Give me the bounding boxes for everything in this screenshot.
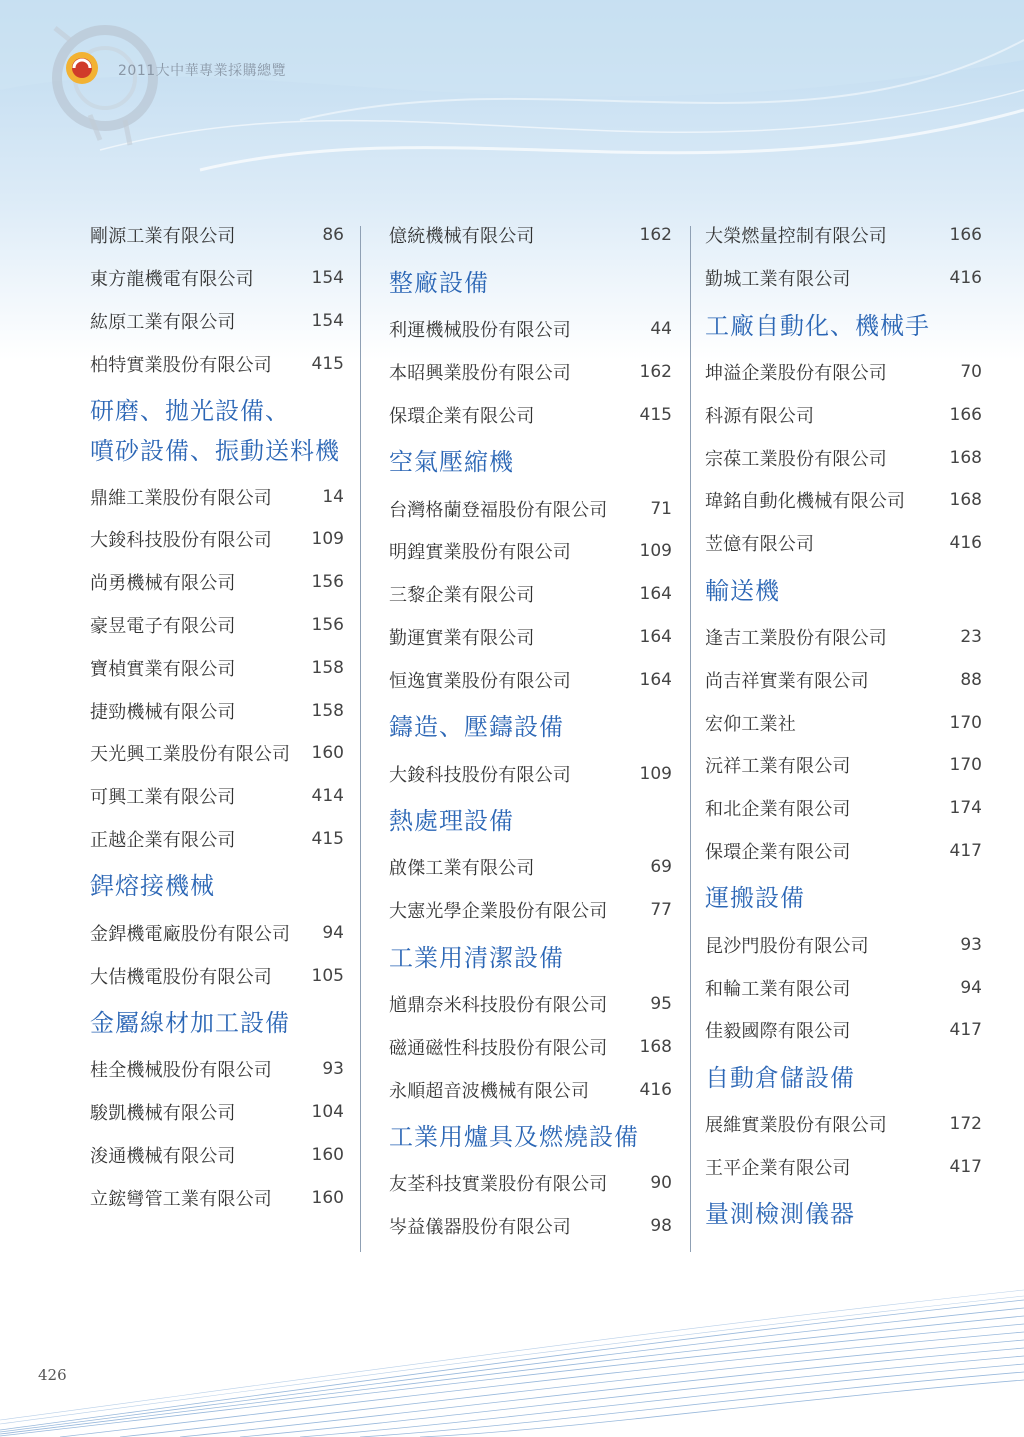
section-heading-line: 噴砂設備、振動送料機 (90, 437, 340, 466)
company-name: 大榮燃量控制有限公司 (705, 226, 887, 248)
page-reference: 417 (949, 1020, 982, 1041)
company-name: 大憲光學企業股份有限公司 (389, 901, 608, 923)
company-name: 逢吉工業股份有限公司 (705, 627, 887, 649)
page-reference: 164 (639, 626, 672, 647)
page-reference: 154 (311, 310, 344, 331)
index-entry (389, 846, 672, 889)
company-name: 岑益儀器股份有限公司 (389, 1217, 571, 1239)
index-entry (90, 911, 344, 954)
company-name: 駿凱機械有限公司 (90, 1103, 236, 1125)
page-reference: 168 (949, 490, 982, 511)
index-entry (90, 475, 344, 518)
page-reference: 168 (949, 447, 982, 468)
index-entry (389, 889, 672, 932)
company-name: 友荃科技實業股份有限公司 (389, 1174, 608, 1196)
page-reference: 14 (322, 486, 344, 507)
company-name: 本昭興業股份有限公司 (389, 362, 571, 384)
index-entry (705, 522, 982, 565)
page-reference: 109 (311, 529, 344, 550)
company-name: 勤運實業有限公司 (389, 627, 535, 649)
index-entry (90, 342, 344, 385)
column-divider (360, 226, 361, 1252)
index-entry (90, 775, 344, 818)
section-heading-line: 空氣壓縮機 (389, 448, 514, 477)
company-name: 立鋐彎管工業有限公司 (90, 1188, 272, 1210)
index-entry (90, 646, 344, 689)
index-entry (705, 616, 982, 659)
company-name: 保環企業有限公司 (705, 841, 851, 863)
publication-title: 2011大中華專業採購總覽 (118, 63, 287, 79)
section-heading-line: 工業用清潔設備 (389, 943, 564, 972)
section-heading (705, 1052, 982, 1103)
company-name: 可興工業有限公司 (90, 787, 236, 809)
index-entry (705, 351, 982, 394)
page-reference: 162 (639, 361, 672, 382)
page-reference: 160 (311, 1187, 344, 1208)
page-reference: 93 (322, 1059, 344, 1080)
company-name: 豪昱電子有限公司 (90, 615, 236, 637)
section-heading (389, 436, 672, 487)
section-heading (90, 385, 344, 475)
page-reference: 88 (960, 669, 982, 690)
page-reference: 162 (639, 225, 672, 246)
page-reference: 158 (311, 700, 344, 721)
page-reference: 160 (311, 743, 344, 764)
section-heading (705, 565, 982, 616)
section-heading (389, 932, 672, 983)
index-entry (705, 436, 982, 479)
section-heading-line: 輸送機 (705, 576, 780, 605)
company-name: 展維實業股份有限公司 (705, 1115, 887, 1137)
page-reference: 44 (650, 319, 672, 340)
company-name: 尚勇機械有限公司 (90, 573, 236, 595)
company-name: 勤城工業有限公司 (705, 269, 851, 291)
page-reference: 417 (949, 840, 982, 861)
index-entry (90, 518, 344, 561)
page-reference: 154 (311, 268, 344, 289)
company-name: 和輪工業有限公司 (705, 978, 851, 1000)
index-entry (389, 1068, 672, 1111)
page-reference: 156 (311, 614, 344, 635)
company-name: 捷勁機械有限公司 (90, 701, 236, 723)
index-entry (90, 818, 344, 861)
company-name: 苙億有限公司 (705, 534, 815, 556)
page-reference: 86 (322, 225, 344, 246)
company-name: 尚吉祥實業有限公司 (705, 670, 869, 692)
section-heading-line: 鑄造、壓鑄設備 (389, 713, 564, 742)
company-name: 浚通機械有限公司 (90, 1145, 236, 1167)
page-reference: 416 (949, 268, 982, 289)
index-entry (389, 1205, 672, 1248)
page-reference: 174 (949, 798, 982, 819)
company-name: 正越企業有限公司 (90, 829, 236, 851)
index-entry (705, 923, 982, 966)
section-heading-line: 金屬線材加工設備 (90, 1008, 290, 1037)
company-name: 明鍠實業股份有限公司 (389, 542, 571, 564)
company-name: 金銲機電廠股份有限公司 (90, 923, 291, 945)
section-heading-line: 運搬設備 (705, 884, 805, 913)
footer-wave-lines (0, 1280, 1024, 1437)
company-name: 馗鼎奈米科技股份有限公司 (389, 994, 608, 1016)
index-entry (705, 787, 982, 830)
section-heading-line: 銲熔接機械 (90, 872, 215, 901)
index-entry (389, 573, 672, 616)
company-name: 剛源工業有限公司 (90, 226, 236, 248)
company-name: 大佶機電股份有限公司 (90, 966, 272, 988)
page-reference: 415 (311, 828, 344, 849)
column-divider (690, 226, 691, 1252)
section-heading-line: 量測檢測儀器 (705, 1200, 855, 1229)
company-name: 和北企業有限公司 (705, 799, 851, 821)
page-reference: 109 (639, 763, 672, 784)
page-reference: 94 (322, 922, 344, 943)
page-reference: 170 (949, 712, 982, 733)
page-reference: 414 (311, 786, 344, 807)
index-entry (90, 604, 344, 647)
section-heading (90, 860, 344, 911)
company-name: 恒逸實業股份有限公司 (389, 670, 571, 692)
company-name: 坤溢企業股份有限公司 (705, 362, 887, 384)
index-entry (389, 1025, 672, 1068)
index-entry (90, 300, 344, 343)
page-reference: 90 (650, 1173, 672, 1194)
company-name: 東方龍機電有限公司 (90, 269, 254, 291)
company-name: 昆沙門股份有限公司 (705, 935, 869, 957)
index-entry (389, 393, 672, 436)
page-reference: 93 (960, 934, 982, 955)
index-entry (90, 1134, 344, 1177)
company-name: 大鋑科技股份有限公司 (389, 764, 571, 786)
page-reference: 416 (949, 533, 982, 554)
company-name: 瑋銘自動化機械有限公司 (705, 491, 906, 513)
company-name: 億統機械有限公司 (389, 226, 535, 248)
page-reference: 109 (639, 541, 672, 562)
page-reference: 164 (639, 584, 672, 605)
section-heading-line: 研磨、拋光設備、 (90, 397, 290, 426)
index-entry (389, 1162, 672, 1205)
index-entry (90, 1048, 344, 1091)
company-name: 磁通磁性科技股份有限公司 (389, 1037, 608, 1059)
company-name: 三黎企業有限公司 (389, 585, 535, 607)
index-entry (389, 308, 672, 351)
page-reference: 23 (960, 626, 982, 647)
index-entry (705, 966, 982, 1009)
company-name: 紘原工業有限公司 (90, 311, 236, 333)
page-reference: 158 (311, 657, 344, 678)
page-reference: 166 (949, 404, 982, 425)
index-entry (389, 983, 672, 1026)
index-entry (90, 561, 344, 604)
index-entry (389, 487, 672, 530)
section-heading (389, 795, 672, 846)
index-entry (705, 1009, 982, 1052)
company-name: 天光興工業股份有限公司 (90, 744, 291, 766)
company-name: 鼎維工業股份有限公司 (90, 487, 272, 509)
company-name: 大鋑科技股份有限公司 (90, 530, 272, 552)
company-name: 沅祥工業有限公司 (705, 756, 851, 778)
page-reference: 69 (650, 857, 672, 878)
page-reference: 170 (949, 755, 982, 776)
section-heading-line: 自動倉儲設備 (705, 1063, 855, 1092)
section-heading-line: 熱處理設備 (389, 806, 514, 835)
page-reference: 156 (311, 572, 344, 593)
index-entry (389, 658, 672, 701)
company-name: 柏特實業股份有限公司 (90, 354, 272, 376)
index-entry (90, 732, 344, 775)
page-reference: 164 (639, 669, 672, 690)
section-heading (705, 872, 982, 923)
page-reference: 416 (639, 1079, 672, 1100)
company-name: 佳毅國際有限公司 (705, 1021, 851, 1043)
company-name: 宏仰工業社 (705, 713, 796, 735)
company-name: 宗葆工業股份有限公司 (705, 448, 887, 470)
page-reference: 70 (960, 361, 982, 382)
company-name: 利運機械股份有限公司 (389, 320, 571, 342)
company-name: 桂全機械股份有限公司 (90, 1060, 272, 1082)
section-heading (705, 300, 982, 351)
section-heading (389, 701, 672, 752)
section-heading (705, 1188, 982, 1239)
index-column-3 (705, 214, 982, 1239)
section-heading-line: 工廠自動化、機械手 (705, 311, 930, 340)
page-reference: 77 (650, 900, 672, 921)
index-entry (389, 214, 672, 257)
index-entry (90, 257, 344, 300)
index-entry (705, 830, 982, 873)
section-heading-line: 工業用爐具及燃燒設備 (389, 1122, 639, 1151)
page-reference: 104 (311, 1102, 344, 1123)
index-entry (389, 351, 672, 394)
page-reference: 98 (650, 1216, 672, 1237)
index-entry (389, 752, 672, 795)
company-name: 啟傑工業有限公司 (389, 858, 535, 880)
index-column-1 (90, 214, 344, 1219)
index-entry (389, 530, 672, 573)
page-reference: 160 (311, 1144, 344, 1165)
index-entry (705, 701, 982, 744)
index-entry (90, 1091, 344, 1134)
brand-logo (30, 20, 160, 150)
company-name: 科源有限公司 (705, 405, 815, 427)
section-heading (389, 1111, 672, 1162)
page-reference: 95 (650, 993, 672, 1014)
page-reference: 105 (311, 965, 344, 986)
page-reference: 415 (311, 353, 344, 374)
index-entry (705, 658, 982, 701)
index-entry (90, 1176, 344, 1219)
index-entry (90, 954, 344, 997)
index-entry (90, 214, 344, 257)
index-entry (705, 214, 982, 257)
company-name: 王平企業有限公司 (705, 1157, 851, 1179)
section-heading (389, 257, 672, 308)
page-reference: 415 (639, 404, 672, 425)
section-heading (90, 997, 344, 1048)
company-name: 保環企業有限公司 (389, 405, 535, 427)
index-entry (705, 1146, 982, 1189)
company-name: 台灣格蘭登福股份有限公司 (389, 499, 608, 521)
index-entry (705, 393, 982, 436)
section-heading-line: 整廠設備 (389, 268, 489, 297)
index-entry (389, 616, 672, 659)
company-name: 寶楨實業有限公司 (90, 658, 236, 680)
index-entry (705, 479, 982, 522)
index-entry (705, 744, 982, 787)
index-entry (90, 689, 344, 732)
page-reference: 168 (639, 1036, 672, 1057)
page-number: 426 (38, 1366, 67, 1384)
page-reference: 172 (949, 1114, 982, 1135)
company-name: 永順超音波機械有限公司 (389, 1080, 590, 1102)
page-reference: 417 (949, 1156, 982, 1177)
index-entry (705, 1103, 982, 1146)
index-entry (705, 257, 982, 300)
page-reference: 71 (650, 498, 672, 519)
page-reference: 94 (960, 977, 982, 998)
index-column-2 (389, 214, 672, 1248)
page-reference: 166 (949, 225, 982, 246)
